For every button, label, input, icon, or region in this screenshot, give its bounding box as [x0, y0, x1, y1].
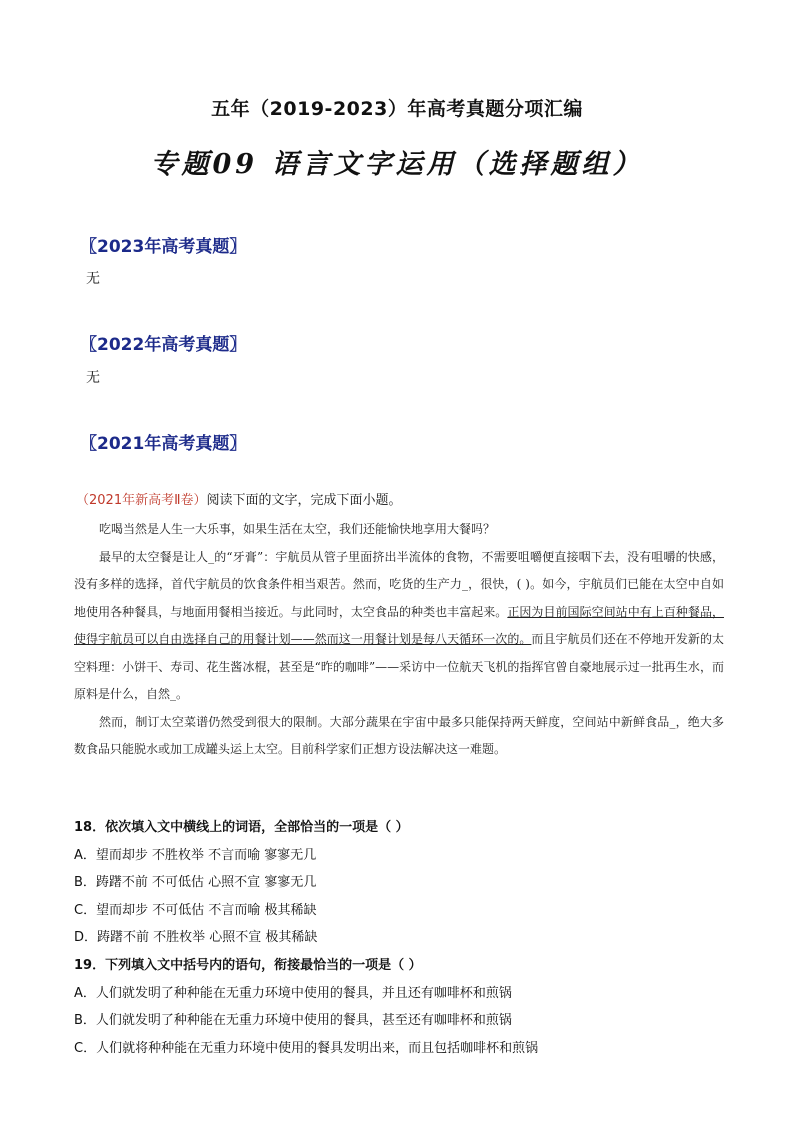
- passage-paragraph-2-part-a: 最早的太空餐是让人_的“牙膏”：宇航员从管子里面挤出半流体的食物，不需要咀嚼便直接咽下去，没有咀嚼的快感，没有多样的选择，首代宇航员的饮食条件相当艰苦。然而，吃货的生产力_，很快，( )。如今，宇航员们已能在太空中自如地使用各种餐具，与地面用餐相当接近。与此同时，太空食品的种类也丰富起来。: [74, 549, 724, 619]
- question-source: [76, 489, 402, 508]
- question-18-option-d: D．踌躇不前 不胜枚举 心照不宣 极其稀缺: [74, 930, 318, 946]
- section-heading-2022: 〖2022年高考真题〗: [80, 335, 247, 355]
- question-19-option-c: C．人们就将种种能在无重力环境中使用的餐具发明出来，而且包括咖啡杯和煎锅: [74, 1040, 539, 1056]
- question-18-option-c: C．望而却步 不可低估 不言而喻 极其稀缺: [74, 902, 317, 918]
- reading-passage: [74, 516, 724, 764]
- question-19-option-b: B．人们就发明了种种能在无重力环境中使用的餐具，甚至还有咖啡杯和煎锅: [74, 1013, 512, 1029]
- source-tag: （2021年新高考Ⅱ卷）: [76, 493, 207, 508]
- document-title: 五年（2019-2023）年高考真题分项汇编: [211, 98, 583, 120]
- source-instruction: 阅读下面的文字，完成下面小题。: [206, 493, 402, 508]
- question-18-option-b: B．踌躇不前 不可低估 心照不宣 寥寥无几: [74, 875, 317, 891]
- question-18-option-a: A．望而却步 不胜枚举 不言而喻 寥寥无几: [74, 847, 317, 863]
- document-subtitle: 专题09 语言文字运用（选择题组）: [150, 149, 644, 180]
- passage-paragraph-1: 吃喝当然是人生一大乐事，如果生活在太空，我们还能愉快地享用大餐吗？: [99, 522, 496, 536]
- question-18-stem: 18．依次填入文中横线上的词语，全部恰当的一项是（ ）: [74, 820, 409, 835]
- question-19-stem: 19．下列填入文中括号内的语句，衔接最恰当的一项是（ ）: [74, 957, 422, 973]
- questions-block: [74, 814, 724, 1062]
- section-content-2022: 无: [86, 370, 100, 386]
- section-content-2023: 无: [86, 271, 100, 287]
- question-19-option-a: A．人们就发明了种种能在无重力环境中使用的餐具，并且还有咖啡杯和煎锅: [74, 985, 512, 1001]
- passage-paragraph-2: [74, 544, 724, 709]
- passage-underlined-sentence: 正因为目前国际空间站中有上百种餐品，使得宇航员可以自由选择自己的用餐计划——然而这一用餐计划是每八天循环一次的。: [74, 604, 724, 646]
- section-heading-2023: 〖2023年高考真题〗: [80, 237, 247, 257]
- passage-paragraph-2-part-b: 而且宇航员们还在不停地开发新的太空料理：小饼干、寿司、花生酱冰棍，甚至是“昨的咖啡”——采访中一位航天飞机的指挥官曾自豪地展示过一批再生水，而原料是什么，自然_。: [74, 632, 724, 701]
- section-heading-2021: 〖2021年高考真题〗: [80, 434, 247, 454]
- passage-paragraph-3: 然而，制订太空菜谱仍然受到很大的限制。大部分蔬果在宇宙中最多只能保持两天鲜度，空间站中新鲜食品_，绝大多数食品只能脱水或加工成罐头运上太空。目前科学家们正想方设法解决这一难题。: [74, 714, 724, 756]
